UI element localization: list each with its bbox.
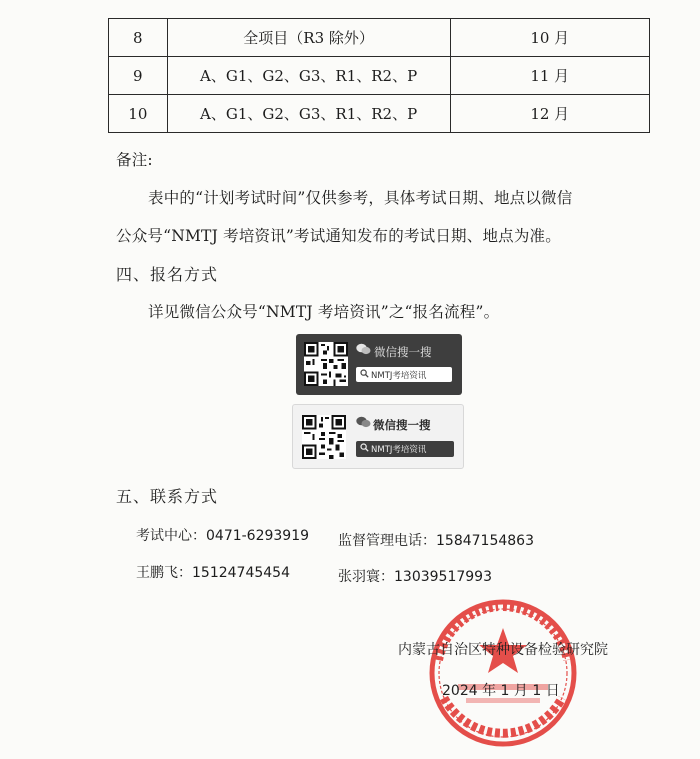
wechat-search-keyword: NMTJ考培资讯: [371, 445, 427, 455]
exam-month: 11 月: [450, 57, 649, 95]
exam-projects: A、G1、G2、G3、R1、R2、P: [167, 95, 450, 133]
qr-code-icon: [302, 415, 346, 459]
row-number: 9: [109, 57, 168, 95]
remarks-label: 备注:: [116, 151, 153, 169]
contact-wang-pengfei: 王鹏飞：15124745454: [136, 565, 290, 581]
wechat-search-box: [356, 367, 452, 382]
section-5-heading: 五、联系方式: [116, 487, 219, 506]
contact-zhang-yuhuan: 张羽寰：13039517993: [338, 569, 492, 585]
exam-month: 12 月: [450, 95, 649, 133]
wechat-search-label: 微信搜一搜: [373, 418, 431, 432]
wechat-search-card-light: [292, 404, 464, 469]
magnifier-icon: [360, 369, 369, 378]
magnifier-icon: [360, 443, 369, 452]
issue-date: 2024 年 1 月 1 日: [442, 683, 560, 699]
wechat-search-label: 微信搜一搜: [374, 345, 432, 359]
exam-projects: 全项目（R3 除外）: [167, 19, 450, 57]
exam-month: 10 月: [450, 19, 649, 57]
remarks-line-1: 表中的“计划考试时间”仅供参考，具体考试日期、地点以微信: [148, 189, 573, 207]
issuing-organization: 内蒙古自治区特种设备检验研究院: [398, 642, 608, 658]
table-row: [109, 57, 650, 95]
contact-supervision-phone: 监督管理电话：15847154863: [338, 533, 534, 549]
table-row: [109, 19, 650, 57]
official-seal-stamp: [428, 598, 578, 748]
exam-schedule-table: [108, 18, 650, 133]
row-number: 8: [109, 19, 168, 57]
section-4-text: 详见微信公众号“NMTJ 考培资讯”之“报名流程”。: [148, 303, 500, 321]
wechat-logo-icon: [356, 416, 371, 428]
qr-code-icon: [304, 342, 348, 386]
wechat-logo-icon: [356, 343, 371, 355]
wechat-search-card-dark: [296, 334, 462, 395]
exam-projects: A、G1、G2、G3、R1、R2、P: [167, 57, 450, 95]
contact-exam-center: 考试中心：0471-6293919: [136, 528, 310, 544]
wechat-search-box: [356, 441, 454, 457]
section-4-heading: 四、报名方式: [116, 265, 219, 284]
remarks-line-2: 公众号“NMTJ 考培资讯”考试通知发布的考试日期、地点为准。: [116, 227, 561, 245]
table-row: [109, 95, 650, 133]
row-number: 10: [109, 95, 168, 133]
wechat-search-keyword: NMTJ考培资讯: [371, 371, 427, 381]
